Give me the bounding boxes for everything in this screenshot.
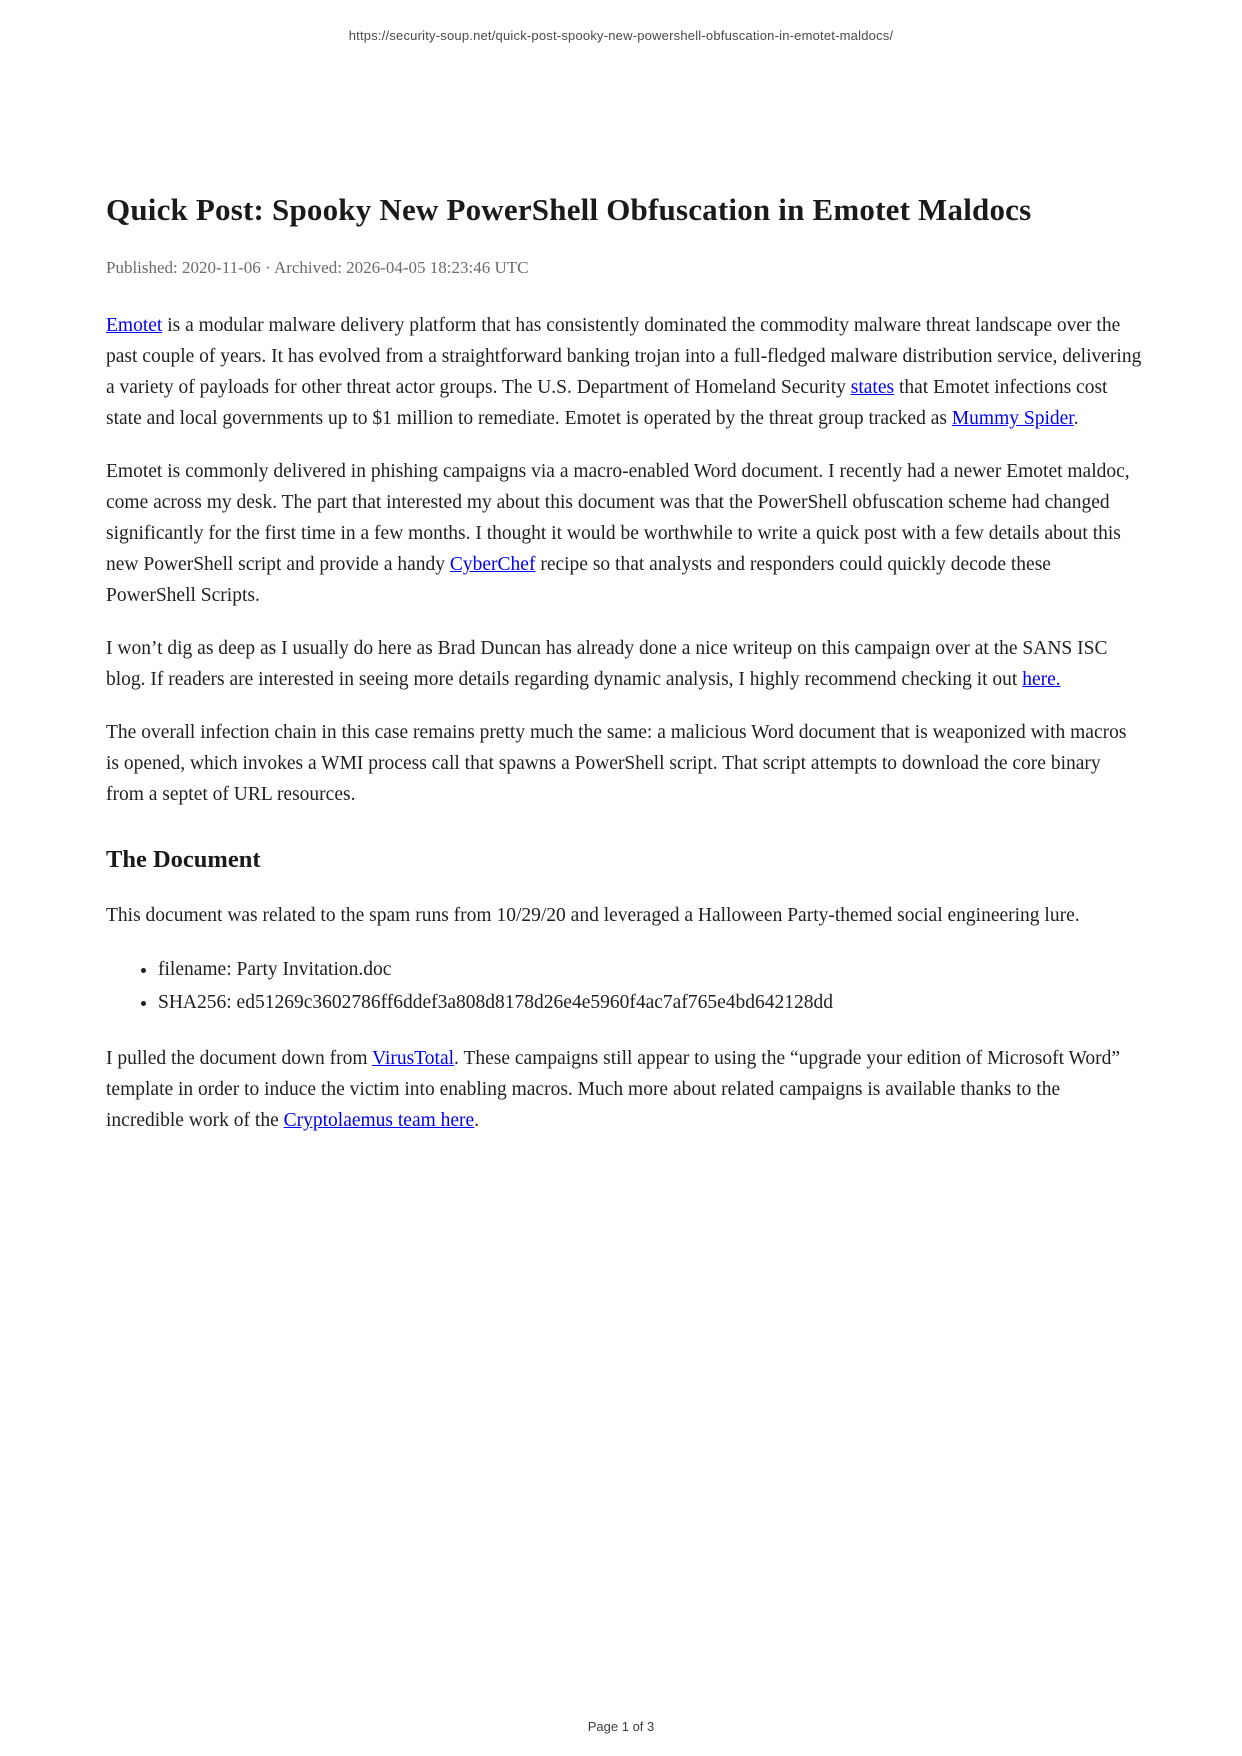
paragraph (106, 900, 1142, 931)
inline-link[interactable]: states (850, 377, 895, 398)
text-run: Emotet is commonly delivered in phishing campaigns via a macro-enabled Word document. I recently had a newer Emotet maldoc, come across my desk. The part that interested my about this document was that the PowerShell obfuscation scheme had changed significantly for the first time in a few months. I thought it would be worthwhile to write a quick post with a few details about this new PowerShell script and provide a handy (106, 461, 1130, 575)
inline-link[interactable]: Mummy Spider (951, 408, 1074, 429)
text-run: . (1073, 408, 1079, 429)
paragraph (106, 717, 1142, 810)
page-number-label: Page 1 of 3 (587, 1719, 655, 1734)
text-run: is a modular malware delivery platform that has consistently dominated the commodity malware threat landscape over the past couple of years. It has evolved from a straightforward banking trojan into a full-fledged malware distribution service, delivering a variety of payloads for other threat actor groups. The U.S. Department of Homeland Security (106, 315, 1142, 398)
text-run: . (474, 1110, 480, 1131)
text-run: . These campaigns still appear to using the “upgrade your edition of Microsoft Word” template in order to induce the victim into enabling macros. Much more about related campaigns is available thanks to the incredible work of the (106, 1048, 1121, 1131)
print-header-url: https://security-soup.net/quick-post-spooky-new-powershell-obfuscation-in-emotet-maldocs/ (348, 28, 894, 43)
text-run: I won’t dig as deep as I usually do here as Brad Duncan has already done a nice writeup on this campaign over at the SANS ISC blog. If readers are interested in seeing more details regarding dynamic analysis, I highly recommend checking it out (106, 638, 1108, 690)
inline-link[interactable]: VirusTotal (372, 1048, 455, 1069)
post-title: Quick Post: Spooky New PowerShell Obfuscation in Emotet Maldocs (106, 192, 1032, 227)
inline-link[interactable]: Emotet (106, 315, 163, 336)
bullet-list (106, 953, 1142, 1019)
post-meta: Published: 2020-11-06 · Archived: 2026-04-05 18:23:46 UTC (106, 258, 529, 277)
article-body (106, 310, 1142, 1136)
text-run: This document was related to the spam runs from 10/29/20 and leveraged a Halloween Party-themed social engineering lure. (106, 905, 1080, 926)
inline-link[interactable]: here. (1022, 669, 1061, 690)
text-run: I pulled the document down from (106, 1048, 373, 1069)
inline-link[interactable]: Cryptolaemus team here (283, 1110, 475, 1131)
text-run: recipe so that analysts and responders could quickly decode these PowerShell Scripts. (106, 554, 1051, 606)
paragraph (106, 633, 1142, 695)
text-run: The overall infection chain in this case remains pretty much the same: a malicious Word document that is weaponized with macros is opened, which invokes a WMI process call that spawns a PowerShell script. That script attempts to download the core binary from a septet of URL resources. (106, 722, 1127, 805)
text-run: that Emotet infections cost state and local governments up to $1 million to remediate. Emotet is operated by the threat group tracked as (106, 377, 1108, 429)
section-heading: The Document (106, 846, 261, 873)
paragraph (106, 310, 1142, 434)
paragraph (106, 456, 1142, 611)
page-content (106, 186, 1142, 1158)
list-item: • filename: Party Invitation.doc (158, 953, 1142, 986)
inline-link[interactable]: CyberChef (449, 554, 536, 575)
paragraph (106, 1043, 1142, 1136)
list-item: • SHA256: ed51269c3602786ff6ddef3a808d8178d26e4e5960f4ac7af765e4bd642128dd (158, 986, 1142, 1019)
